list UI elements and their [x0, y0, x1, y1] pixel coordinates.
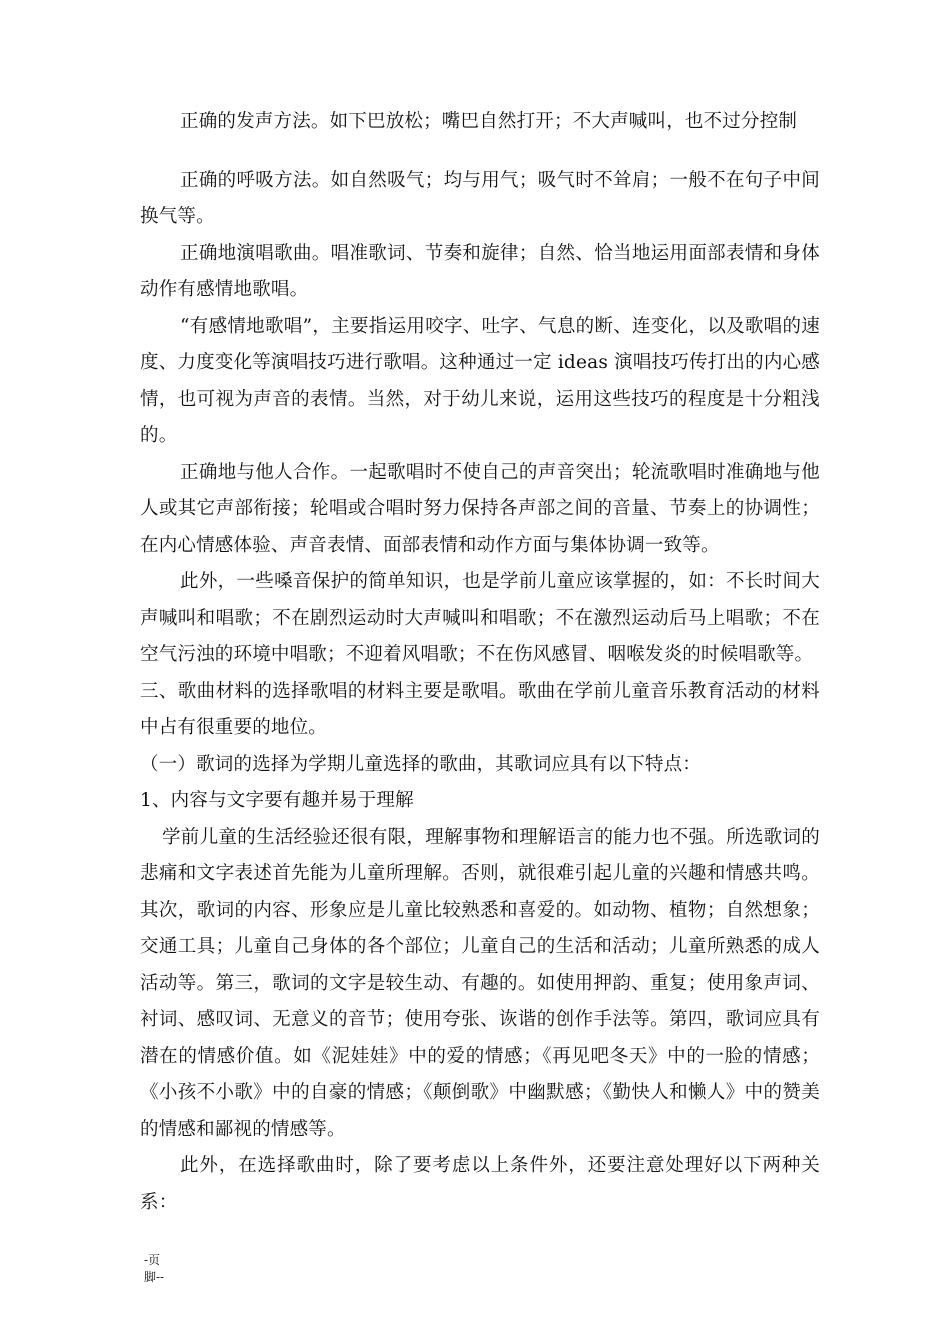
paragraph-breathing-method: 正确的呼吸方法。如自然吸气；均与用气；吸气时不耸肩；一般不在句子中间换气等。 — [140, 169, 820, 227]
footer-line-1: -页 — [144, 1253, 161, 1267]
paragraph-cooperation: 正确地与他人合作。一起歌唱时不使自己的声音突出；轮流歌唱时准确地与他人或其它声部衔接；轮唱或合唱时努力保持各声部之间的音量、节奏上的协调性；在内心情感体验、声音表情、面部表情和动作方面与集体协调一致等。 — [140, 461, 820, 556]
document-body — [140, 104, 820, 1221]
paragraph-two-relations: 此外，在选择歌曲时，除了要考虑以上条件外，还要注意处理好以下两种关系： — [140, 1155, 820, 1213]
page-footer — [144, 1252, 184, 1286]
list-heading-content-and-text: 1、内容与文字要有趣并易于理解 — [140, 790, 414, 811]
paragraph-voice-protection: 此外，一些嗓音保护的简单知识，也是学前儿童应该掌握的，如：不长时间大声喊叫和唱歌；不在剧烈运动时大声喊叫和唱歌；不在激烈运动后马上唱歌；不在空气污浊的环境中唱歌；不迎着风唱歌；不在伤风感冒、咽喉发炎的时候唱歌等。 — [140, 571, 820, 665]
paragraph-emotional-singing: “有感情地歌唱”，主要指运用咬字、吐字、气息的断、连变化，以及歌唱的速度、力度变化等演唱技巧进行歌唱。这种通过一定 ideas 演唱技巧传打出的内心感情，也可视为声音的表情。当然，对于幼儿来说，运用这些技巧的程度是十分粗浅的。 — [140, 315, 820, 446]
paragraph-voice-method: 正确的发声方法。如下巴放松；嘴巴自然打开；不大声喊叫，也不过分控制 — [180, 111, 798, 132]
paragraph-lyrics-features: 学前儿童的生活经验还很有限，理解事物和理解语言的能力也不强。所选歌词的悲痛和文字表述首先能为儿童所理解。否则，就很难引起儿童的兴趣和情感共鸣。其次，歌词的内容、形象应是儿童比较熟悉和喜爱的。如动物、植物；自然想象；交通工具；儿童自己身体的各个部位；儿童自己的生活和活动；儿童所熟悉的成人活动等。第三，歌词的文字是较生动、有趣的。如使用押韵、重复；使用象声词、衬词、感叹词、无意义的音节；使用夸张、诙谐的创作手法等。第四，歌词应具有潜在的情感价值。如《泥娃娃》中的爱的情感；《再见吧冬天》中的一脸的情感；《小孩不小歌》中的自豪的情感；《颠倒歌》中幽默感；《勤快人和懒人》中的赞美的情感和鄙视的情感等。 — [140, 826, 820, 1140]
paragraph-singing-songs: 正确地演唱歌曲。唱准歌词、节奏和旋律；自然、恰当地运用面部表情和身体动作有感情地歌唱。 — [140, 242, 820, 300]
footer-line-2: 脚-- — [144, 1270, 165, 1284]
subsection-heading-lyrics: （一）歌词的选择为学期儿童选择的歌曲，其歌词应具有以下特点： — [140, 753, 702, 775]
section-heading-song-materials: 三、歌曲材料的选择歌唱的材料主要是歌唱。歌曲在学前儿童音乐教育活动的材料中占有很重要的地位。 — [140, 680, 820, 738]
